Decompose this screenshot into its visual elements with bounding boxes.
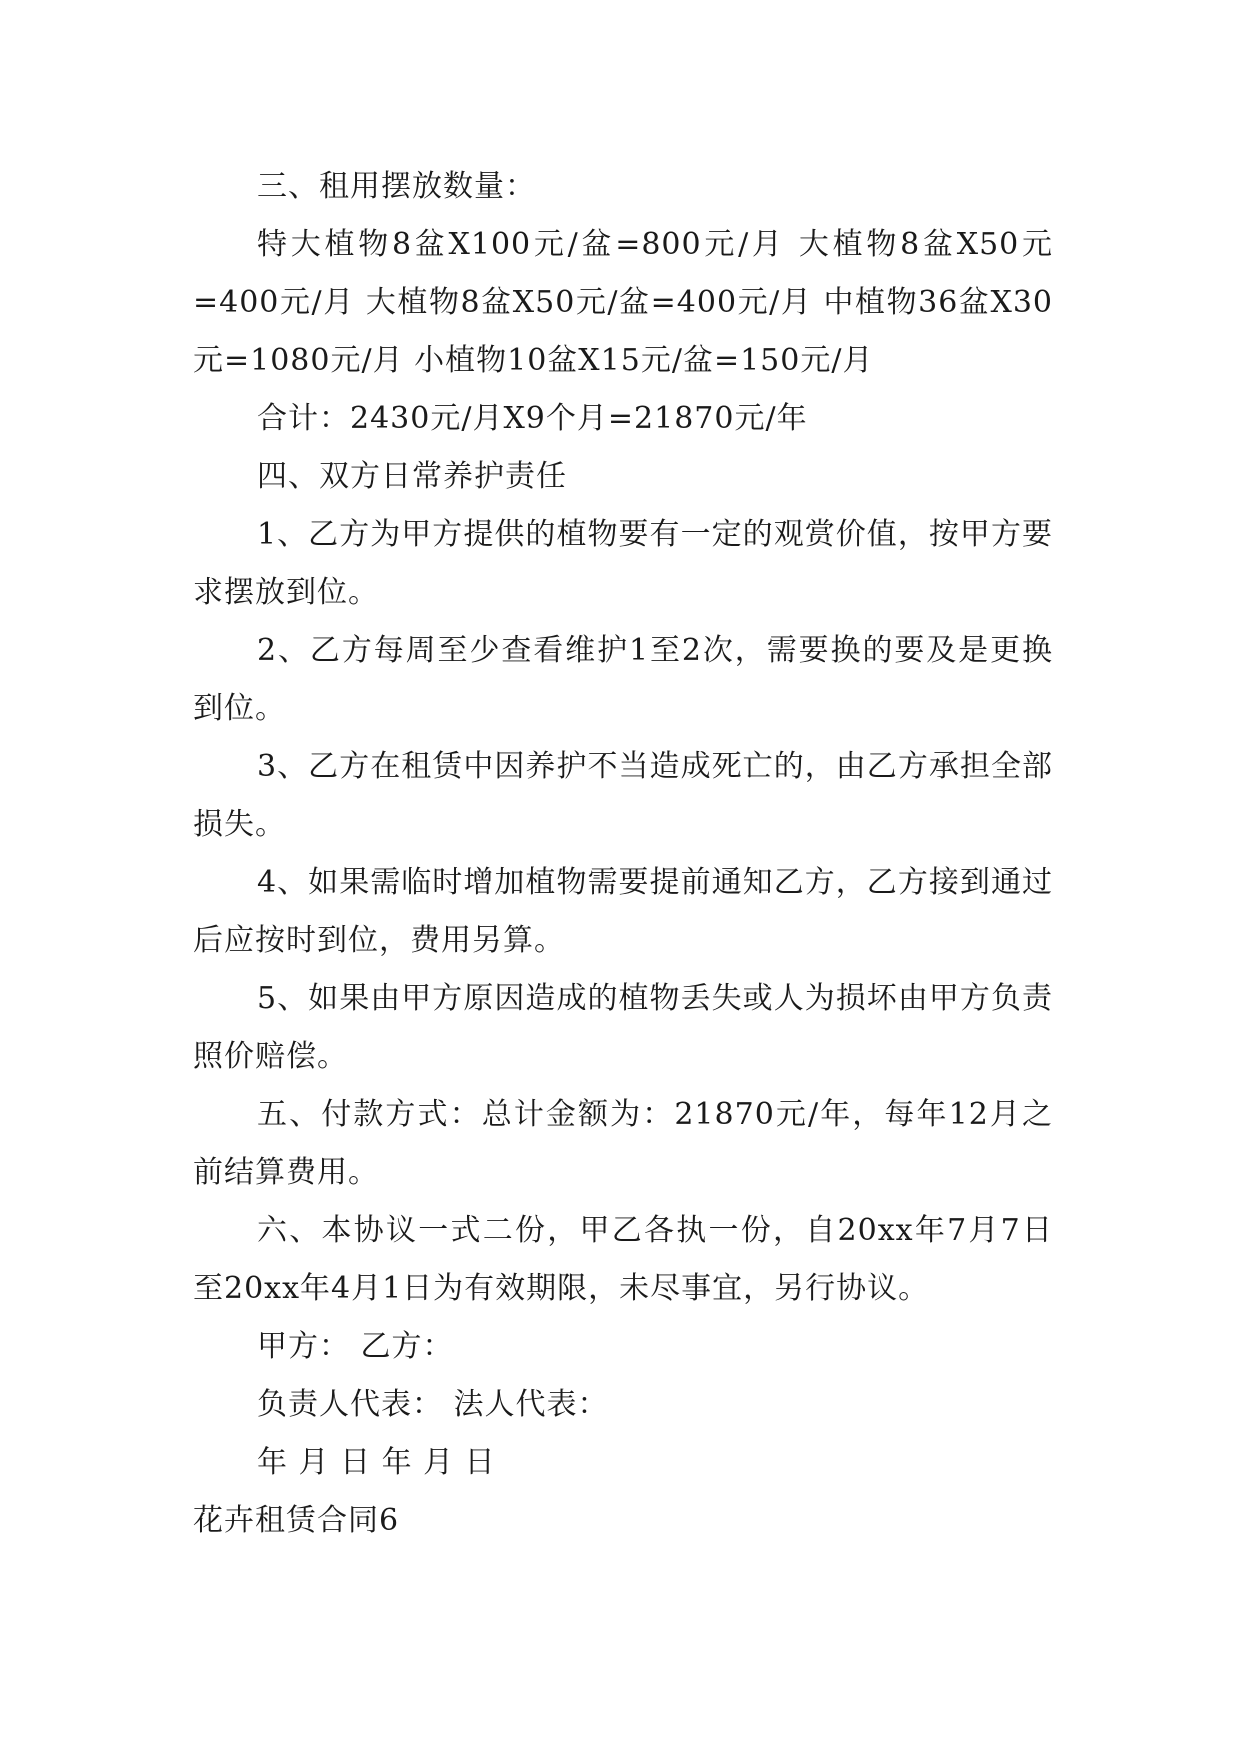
clause-2: 2、乙方每周至少查看维护1至2次，需要换的要及是更换到位。	[193, 633, 1053, 726]
clause-1: 1、乙方为甲方提供的植物要有一定的观赏价值，按甲方要求摆放到位。	[193, 517, 1053, 610]
section-payment: 五、付款方式：总计金额为：21870元/年，每年12月之前结算费用。	[193, 1097, 1053, 1190]
clause-3: 3、乙方在租赁中因养护不当造成死亡的，由乙方承担全部损失。	[193, 749, 1053, 842]
paragraph-total: 合计：2430元/月X9个月=21870元/年	[257, 401, 808, 436]
clause-5: 5、如果由甲方原因造成的植物丢失或人为损坏由甲方负责照价赔偿。	[193, 981, 1053, 1074]
paragraph-quantity-detail: 特大植物8盆X100元/盆=800元/月 大植物8盆X50元=400元/月 大植物8盆X50元/盆=400元/月 中植物36盆X30元=1080元/月 小植物10盆X15元/盆=150元/月	[193, 227, 1053, 378]
section-term: 六、本协议一式二份，甲乙各执一份，自20xx年7月7日至20xx年4月1日为有效期限，未尽事宜，另行协议。	[193, 1213, 1053, 1306]
signature-representatives: 负责人代表： 法人代表：	[257, 1387, 609, 1422]
signature-dates: 年 月 日 年 月 日	[257, 1445, 496, 1480]
document-body	[193, 158, 1053, 1550]
signature-parties: 甲方： 乙方：	[257, 1329, 454, 1364]
next-contract-title: 花卉租赁合同6	[193, 1503, 400, 1538]
section-heading-quantity: 三、租用摆放数量：	[257, 169, 536, 204]
clause-4: 4、如果需临时增加植物需要提前通知乙方，乙方接到通过后应按时到位，费用另算。	[193, 865, 1053, 958]
section-heading-maintenance: 四、双方日常养护责任	[257, 459, 567, 494]
